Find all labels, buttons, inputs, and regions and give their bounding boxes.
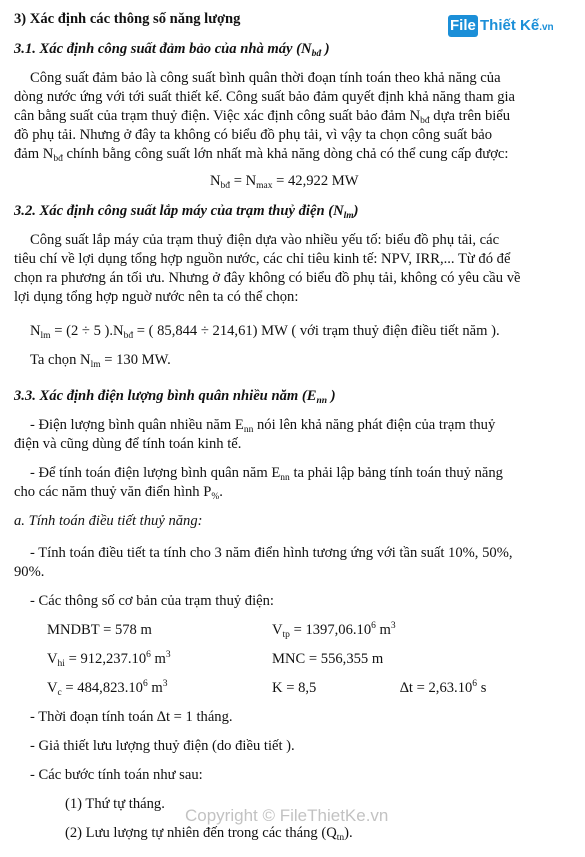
heading-3-2: 3.2. Xác định công suất lắp máy của trạm thuỷ điện $(N_{lm})$ [14,203,359,221]
equation-nbd: $N_{bđ} = N_{max} = 42,922$ MW [210,173,359,191]
paragraph-line: đảm $N_{bđ}$ chính bằng công suất lớn nhất mà khả năng dòng chả có thể cung cấp được: [14,146,509,164]
logo-brand-text: Thiết Kế.vn [480,17,554,34]
step-1: (1) Thứ tự tháng. [65,796,165,812]
bullet-line: - Giả thiết lưu lượng thuỷ điện (do điều tiết ). [30,738,295,754]
param-dt: $\Delta t = 2,63.10^6$ s [400,679,487,696]
logo-file-text: File [450,17,476,34]
bullet-line: - Các thông số cơ bản của trạm thuỷ điện: [30,593,274,609]
formula-nlm: $N_{lm} = (2 \div 5$ )$.N_{bđ}$ = ( 85,844 ÷ 214,61) MW ( với trạm thuỷ điện điều tiết năm ). [30,323,500,341]
param-vhi: $V_{hi} = 912,237.10^6$ $m^3$ [47,650,171,669]
bullet-line: - Các bước tính toán như sau: [30,767,203,783]
bullet-line: 90%. [14,564,45,580]
param-vc: $V_c = 484,823.10^6$ $m^3$ [47,679,168,698]
paragraph-line: Công suất đảm bảo là công suất bình quân thời đoạn tính toán theo khả năng của [30,70,501,86]
bullet-line: - Điện lượng bình quân nhiều năm $E_{nn}$ nói lên khả năng phát điện của trạm thuỷ [30,417,496,435]
paragraph-line: Công suất lắp máy của trạm thuỷ điện dựa vào nhiều yếu tố: biểu đồ phụ tải, các [30,232,500,248]
paragraph-line: tiêu chí về lợi dụng tổng hợp nguồn nước, các chỉ tiêu kinh tế: NPV, IRR,... Từ đó để [14,251,511,267]
paragraph-line: dòng nước ứng với tới suất thiết kế. Công suất bảo đảm quyết định khả năng tham gia [14,89,516,105]
bullet-line: cho các năm thuỷ văn điển hình $P_{\%}$. [14,484,223,502]
subheading-a: a. Tính toán điều tiết thuỷ năng: [14,513,203,529]
heading-3-1: 3.1. Xác định công suất đảm bảo của nhà máy ($N_{bđ}$ ) [14,41,330,59]
chosen-nlm: Ta chọn $N_{lm} = 130$ MW. [30,352,171,370]
bullet-line: điện và cũng dùng để tính toán kinh tế. [14,436,242,452]
step-2: (2) Lưu lượng tự nhiên đến trong các tháng $(Q_{tn})$. [65,825,353,843]
bullet-line: - Thời đoạn tính toán ∆t = 1 tháng. [30,709,233,725]
heading-3-3: 3.3. Xác định điện lượng bình quân nhiều năm ($E_{nn}$ ) [14,388,336,406]
param-vtp: $V_{tp} = 1397,06.10^6$ $m^3$ [272,621,396,640]
paragraph-line: đồ phụ tải. Nhưng ở đây ta không có biểu đồ phụ tải, vì vậy ta chọn công suất bảo [14,127,493,143]
paragraph-line: cân bằng suất của trạm thuỷ điện. Việc xác định công suất bảo đảm $N_{bđ}$ dựa trên biểu [14,108,511,126]
param-mnc: MNC = 556,355 m [272,651,384,667]
bullet-line: - Tính toán điều tiết ta tính cho 3 năm điển hình tương ứng với tần suất 10%, 50%, [30,545,513,561]
param-mndbt: MNDBT = 578 m [47,622,152,638]
param-k: K = 8,5 [272,680,317,696]
paragraph-line: lợi dụng tổng hợp nguờ nước nên ta có thể chọn: [14,289,299,305]
paragraph-line: chọn ra phương án tối ưu. Nhưng ở đây không có biểu đồ phụ tải, không có yêu cầu về [14,270,521,286]
copyright-watermark: Copyright © FileThietKe.vn [185,806,389,825]
section-heading-3: 3) Xác định các thông số năng lượng [14,11,241,27]
filethietke-logo [448,14,572,38]
bullet-line: - Để tính toán điện lượng bình quân năm $E_{nn}$ ta phải lập bảng tính toán thuỷ năng [30,465,503,483]
